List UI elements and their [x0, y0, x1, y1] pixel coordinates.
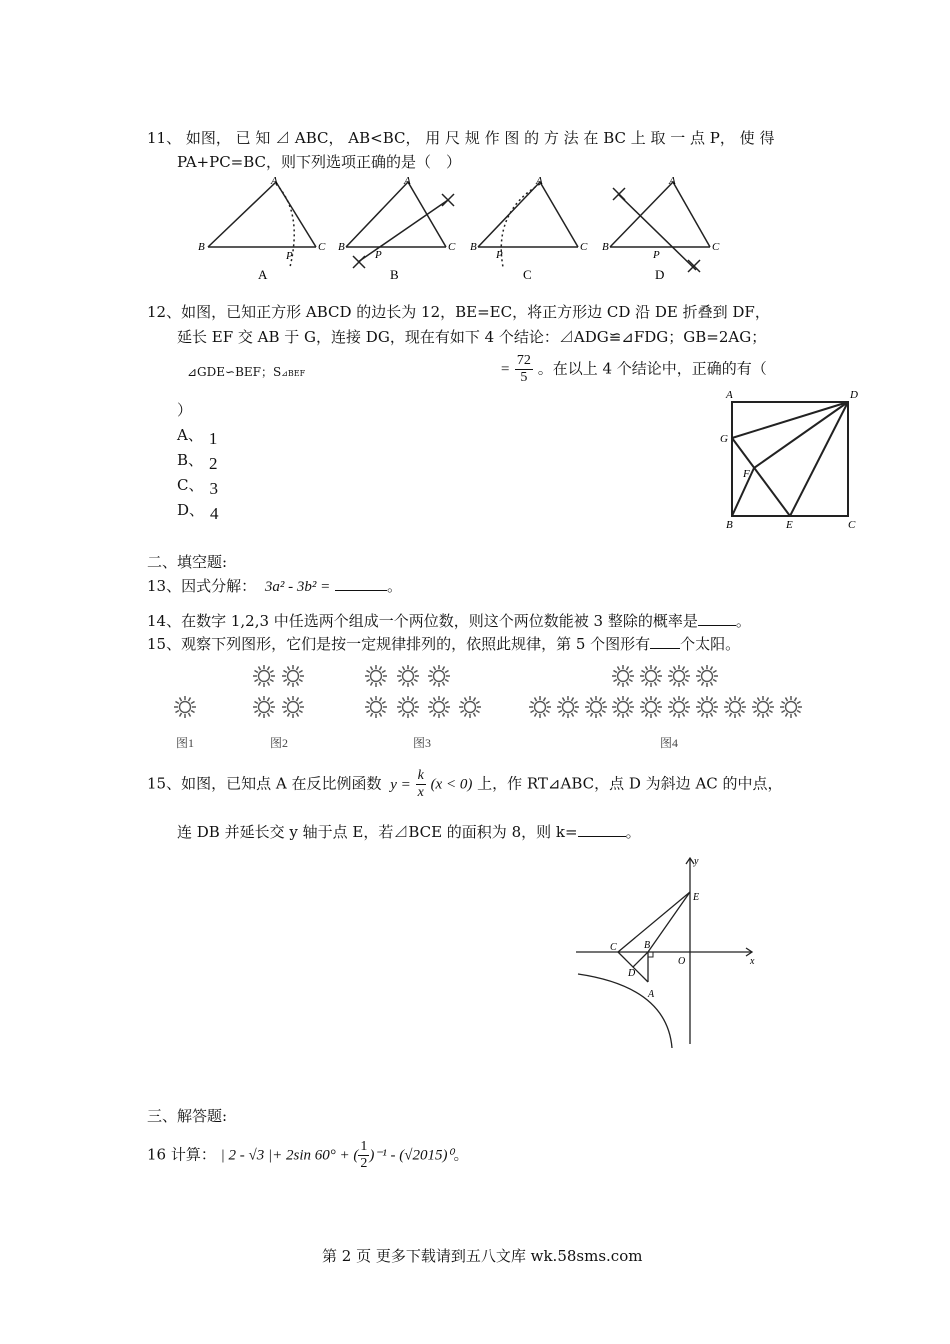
pt-p: P	[286, 250, 293, 262]
q11-option-a: A	[258, 267, 268, 282]
q12-option-d: D、 4	[177, 501, 219, 523]
pt-a: A	[726, 389, 733, 401]
pt-b: B	[338, 241, 345, 253]
sun-icon	[612, 696, 634, 718]
q11-line2: PA+PC=BC，则下列选项正确的是（ ）	[177, 153, 462, 171]
q15a-sun-figure	[148, 657, 818, 753]
q11-triangle-a	[208, 182, 316, 267]
sun-icon	[397, 665, 419, 687]
q11-option-d: D	[655, 267, 665, 282]
sun-icon	[282, 696, 304, 718]
q15a: 15、观察下列图形，它们是按一定规律排列的，依照此规律，第 5 个图形有 个太阳。	[147, 635, 741, 653]
q16-fraction: $\frac{1}{2}$	[360, 1139, 368, 1171]
pt-c: C	[448, 241, 456, 253]
sun-icon	[585, 696, 607, 718]
q12-line1: 12、如图，已知正方形 ABCD 的边长为 12，BE=EC，将正方形边 CD 沿 DE 折叠到 DF，	[147, 303, 770, 321]
q12-option-c: C、 3	[177, 476, 218, 498]
sun-icon	[696, 696, 718, 718]
q13-blank	[335, 576, 387, 591]
sun-icon	[612, 665, 634, 687]
q15b-hyperbola-figure	[572, 852, 772, 1048]
pt-o: O	[678, 956, 686, 967]
pt-b: B	[470, 241, 477, 253]
q12-square-figure	[718, 382, 868, 532]
q11-figure	[168, 172, 748, 284]
sun-icon	[253, 696, 275, 718]
q15a-blank	[650, 634, 680, 649]
pt-a: A	[536, 175, 543, 187]
q15b-line2: 连 DB 并延长交 y 轴于点 E，若⊿BCE 的面积为 8，则 k= 。	[177, 823, 641, 841]
q11-option-c: C	[523, 267, 532, 282]
q16: 16 计算： | 2 - √3 |+ 2sin 60° + ( $\frac{1}{2}$ )⁻¹ - (√2015)⁰。	[147, 1139, 469, 1171]
q11-line1: 11、 如图， 已 知 ⊿ ABC， AB<BC， 用 尺 规 作 图 的 方 法 在 BC 上 取 一 点 P， 使 得	[147, 129, 775, 147]
pt-c: C	[580, 241, 588, 253]
pt-b: B	[644, 940, 651, 951]
q14: 14、在数字 1,2,3 中任选两个组成一个两位数，则这个两位数能被 3 整除的概率是 。	[147, 612, 751, 630]
pt-c: C	[848, 519, 856, 531]
pt-a: A	[271, 175, 278, 187]
pt-p: P	[653, 249, 660, 261]
page-footer: 第 2 页 更多下载请到五八文库 wk.58sms.com	[322, 1247, 643, 1265]
pt-c: C	[610, 942, 617, 953]
sun-icon	[397, 696, 419, 718]
sun-icon	[365, 696, 387, 718]
sun-icon	[365, 665, 387, 687]
pt-a: A	[404, 175, 411, 187]
pt-f: F	[743, 468, 750, 480]
sun-icon	[459, 696, 481, 718]
pt-b: B	[602, 241, 609, 253]
q11-option-b: B	[390, 267, 399, 282]
pt-p: P	[496, 249, 503, 261]
q15b-fraction: $\frac{k}{x}$	[417, 768, 424, 800]
q11-triangle-c	[478, 182, 578, 267]
pt-y: y	[694, 856, 699, 867]
fig-label-2: 图2	[270, 736, 289, 750]
sun-icon	[668, 696, 690, 718]
section3-heading: 三、解答题:	[147, 1107, 228, 1125]
section2-heading: 二、填空题:	[147, 553, 228, 571]
q14-blank	[698, 611, 736, 626]
pt-b: B	[726, 519, 733, 531]
q12-fraction: $\frac{72}{5}$	[516, 353, 531, 385]
q12-option-b: B、 2	[177, 451, 218, 473]
sun-icon	[668, 665, 690, 687]
pt-b: B	[198, 241, 205, 253]
q12-option-a: A、 1	[177, 426, 218, 448]
pt-g: G	[720, 433, 728, 445]
pt-x: x	[750, 956, 755, 967]
pt-a: A	[648, 989, 655, 1000]
fig-label-3: 图3	[413, 736, 432, 750]
fig-label-4: 图4	[660, 736, 679, 750]
pt-d: D	[628, 968, 636, 979]
pt-e: E	[693, 892, 700, 903]
q12-line3b: = $\frac{72}{5}$ 。在以上 4 个结论中，正确的有（	[500, 353, 767, 385]
sun-icon	[557, 696, 579, 718]
sun-icon	[529, 696, 551, 718]
pt-d: D	[850, 389, 858, 401]
pt-c: C	[318, 241, 326, 253]
sun-icon	[640, 696, 662, 718]
sun-icon	[724, 696, 746, 718]
sun-icon	[640, 665, 662, 687]
sun-icon	[752, 696, 774, 718]
q12-line3a: ⊿GDE∽BEF；S⊿BEF	[187, 365, 306, 379]
sun-icon	[696, 665, 718, 687]
q15b-line1: 15、如图，已知点 A 在反比例函数 y = $\frac{k}{x}$ (x < 0) 上，作 RT⊿ABC，点 D 为斜边 AC 的中点，	[147, 768, 783, 800]
q12-line4: ）	[177, 401, 193, 419]
pt-p: P	[375, 249, 382, 261]
pt-c: C	[712, 241, 720, 253]
q13: 13、因式分解： 3a² - 3b² = 。	[147, 577, 403, 595]
sun-icon	[428, 665, 450, 687]
sun-icon	[780, 696, 802, 718]
pt-a: A	[669, 175, 676, 187]
q15b-blank	[578, 822, 626, 837]
q12-line2: 延长 EF 交 AB 于 G，连接 DG，现在有如下 4 个结论：⊿ADG≌⊿FDG；GB=2AG；	[177, 328, 767, 346]
pt-e: E	[786, 519, 793, 531]
q11-triangle-d	[610, 182, 710, 272]
q11-triangle-b	[346, 182, 454, 268]
fig-label-1: 图1	[176, 736, 195, 750]
sun-icon	[282, 665, 304, 687]
sun-icon	[174, 696, 196, 718]
sun-icon	[428, 696, 450, 718]
sun-icon	[253, 665, 275, 687]
